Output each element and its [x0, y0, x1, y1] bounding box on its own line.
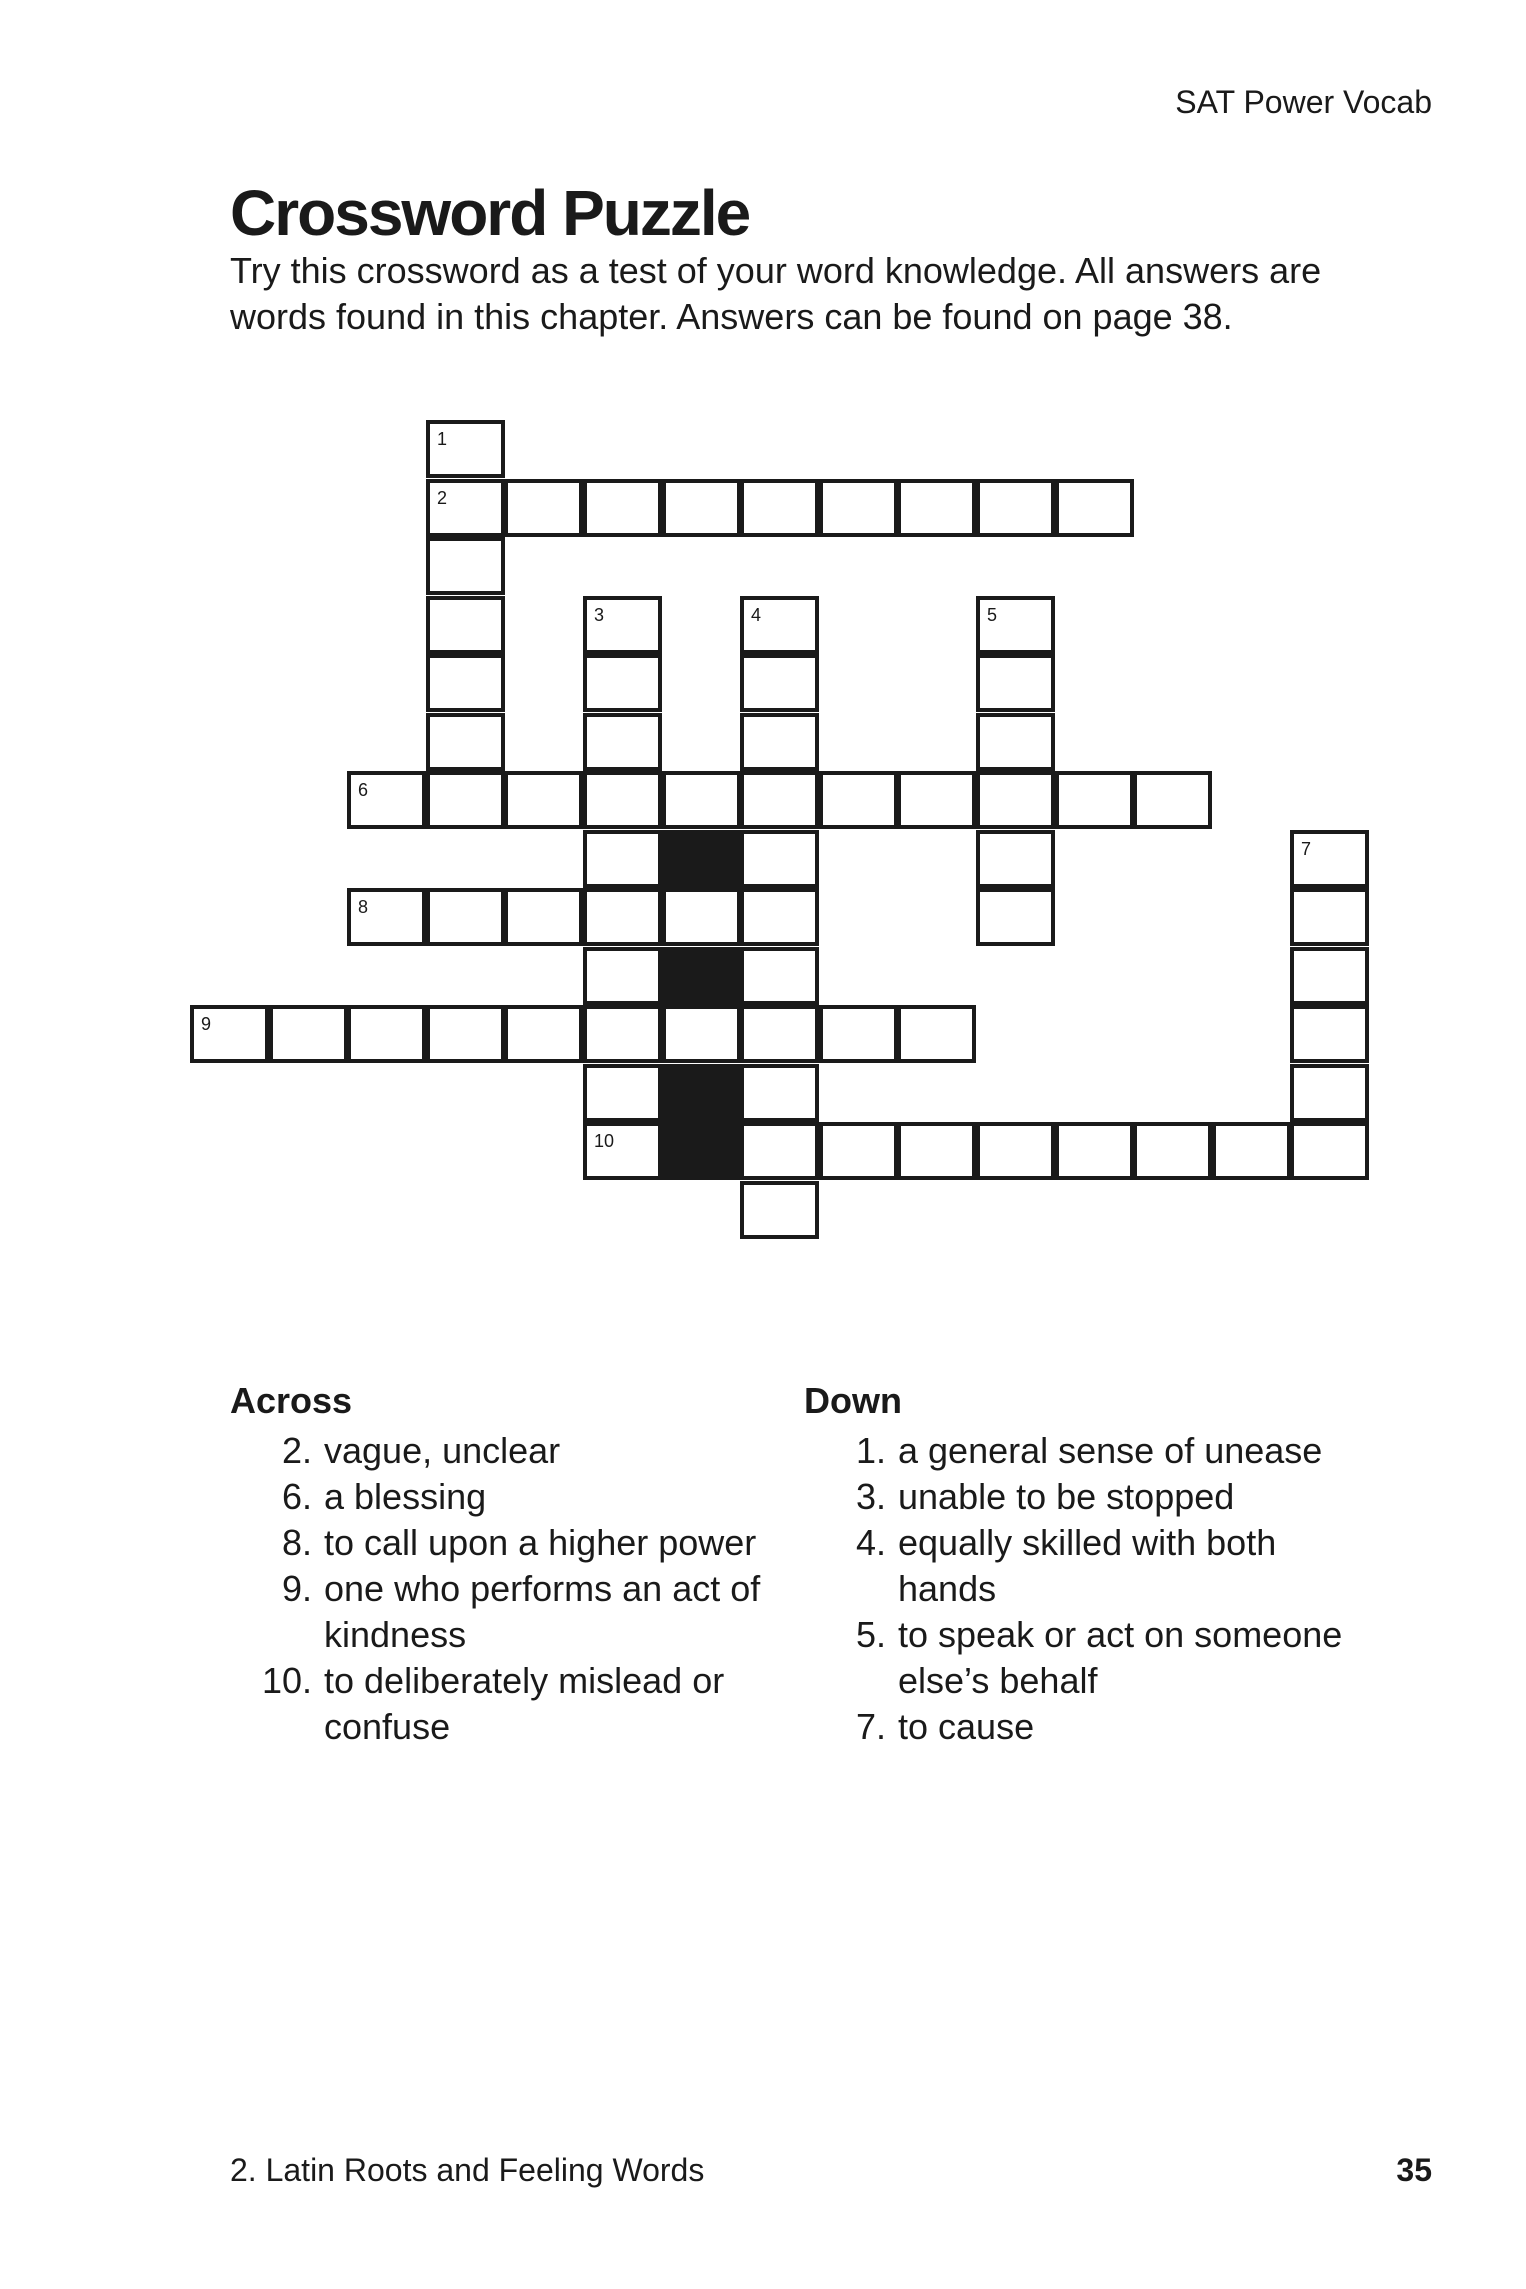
clue-item	[804, 1474, 1364, 1520]
crossword-cell	[583, 479, 662, 537]
crossword-cell	[740, 888, 819, 946]
crossword-cell	[976, 1122, 1055, 1180]
crossword-cell	[1290, 1064, 1369, 1122]
crossword-cell	[583, 1122, 662, 1180]
page-title: Crossword Puzzle	[230, 177, 750, 249]
crossword-cell	[1290, 888, 1369, 946]
clue-text: one who performs an act of kindness	[324, 1568, 761, 1655]
crossword-cell	[426, 596, 505, 654]
clue-number: 8.	[281, 1522, 312, 1563]
intro-text: Try this crossword as a test of your word knowledge. All answers are words found in this chapter. Answers can be found on page 38.	[230, 250, 1322, 337]
clue-text: to deliberately mislead or confuse	[324, 1660, 725, 1747]
crossword-cell	[1212, 1122, 1291, 1180]
crossword-cell	[426, 888, 505, 946]
crossword-cell	[740, 713, 819, 771]
crossword-cell	[583, 771, 662, 829]
clue-number-label: 10	[594, 1131, 615, 1151]
clue-number: 7.	[855, 1706, 886, 1747]
clue-number-label: 7	[1301, 839, 1312, 859]
crossword-cell	[976, 713, 1055, 771]
clue-number-label: 4	[751, 605, 762, 625]
down-heading: Down	[804, 1380, 902, 1421]
crossword-cell	[740, 830, 819, 888]
crossword-cell	[897, 1122, 976, 1180]
crossword-cell	[426, 713, 505, 771]
clue-number-label: 1	[437, 429, 448, 449]
crossword-cell	[1055, 1122, 1134, 1180]
crossword-cell	[1290, 830, 1369, 888]
clue-item	[230, 1566, 790, 1658]
crossword-cell	[583, 1064, 662, 1122]
crossword-cell	[976, 888, 1055, 946]
crossword-cell	[976, 654, 1055, 712]
crossword-cell	[504, 1005, 583, 1063]
crossword-cell	[269, 1005, 348, 1063]
crossword-cell	[740, 947, 819, 1005]
clue-text: to call upon a higher power	[324, 1522, 757, 1563]
crossword-cell	[1055, 771, 1134, 829]
crossword-cell	[819, 1005, 898, 1063]
crossword-cell	[583, 654, 662, 712]
clue-number: 2.	[281, 1430, 312, 1471]
clue-number-label: 9	[201, 1014, 212, 1034]
crossword-cell	[662, 771, 741, 829]
running-header: SAT Power Vocab	[1175, 84, 1432, 120]
crossword-black-cell	[662, 830, 741, 888]
clue-number: 10.	[261, 1660, 312, 1701]
clue-text: unable to be stopped	[898, 1476, 1235, 1517]
crossword-black-cell	[662, 1122, 741, 1180]
crossword-cell	[347, 888, 426, 946]
crossword-cell	[583, 888, 662, 946]
crossword-cell	[426, 771, 505, 829]
clue-number: 1.	[855, 1430, 886, 1471]
crossword-cell	[504, 479, 583, 537]
crossword-cell	[897, 771, 976, 829]
crossword-cell	[190, 1005, 269, 1063]
clue-item	[230, 1658, 790, 1750]
crossword-cell	[976, 771, 1055, 829]
crossword-cell	[583, 596, 662, 654]
crossword-cell	[583, 830, 662, 888]
page-number: 35	[1396, 2152, 1432, 2188]
crossword-cell	[976, 830, 1055, 888]
clue-item	[804, 1428, 1364, 1474]
crossword-cell	[740, 596, 819, 654]
crossword-cell	[819, 1122, 898, 1180]
crossword-cell	[740, 1064, 819, 1122]
clue-list	[804, 1428, 1364, 1750]
clue-text: to speak or act on someone else’s behalf	[898, 1614, 1343, 1701]
crossword-cell	[1055, 479, 1134, 537]
crossword-cell	[347, 1005, 426, 1063]
crossword-black-cell	[662, 947, 741, 1005]
crossword-cell	[819, 771, 898, 829]
crossword-cell	[1133, 771, 1212, 829]
crossword-cell	[740, 654, 819, 712]
clue-number: 6.	[281, 1476, 312, 1517]
crossword-cell	[662, 888, 741, 946]
clue-item	[230, 1428, 790, 1474]
clue-item	[804, 1704, 1364, 1750]
clue-number-label: 5	[987, 605, 998, 625]
crossword-cell	[897, 1005, 976, 1063]
crossword-cell	[426, 420, 505, 478]
clue-item	[804, 1612, 1364, 1704]
crossword-cell	[583, 713, 662, 771]
crossword-cell	[426, 1005, 505, 1063]
clue-text: equally skilled with both hands	[898, 1522, 1277, 1609]
crossword-cell	[426, 537, 505, 595]
clue-number-label: 3	[594, 605, 605, 625]
clue-number-label: 8	[358, 897, 369, 917]
crossword-cell	[976, 479, 1055, 537]
clue-item	[804, 1520, 1364, 1612]
clue-number-label: 2	[437, 488, 448, 508]
across-clues	[230, 1380, 790, 1750]
crossword-cell	[897, 479, 976, 537]
crossword-cell	[426, 654, 505, 712]
crossword-cell	[583, 947, 662, 1005]
clue-text: a blessing	[324, 1476, 487, 1517]
clue-number-label: 6	[358, 780, 369, 800]
crossword-cell	[504, 888, 583, 946]
crossword-cell	[740, 1122, 819, 1180]
across-heading: Across	[230, 1380, 353, 1421]
crossword-cell	[583, 1005, 662, 1063]
crossword-cell	[740, 479, 819, 537]
crossword-cell	[740, 771, 819, 829]
clue-item	[230, 1474, 790, 1520]
crossword-cell	[1290, 1122, 1369, 1180]
crossword-cell	[1133, 1122, 1212, 1180]
clue-text: a general sense of unease	[898, 1430, 1323, 1471]
clue-text: vague, unclear	[324, 1430, 561, 1471]
crossword-cell	[347, 771, 426, 829]
crossword-cell	[426, 479, 505, 537]
crossword-cell	[819, 479, 898, 537]
clue-number: 4.	[855, 1522, 886, 1563]
crossword-cell	[504, 771, 583, 829]
clue-number: 9.	[281, 1568, 312, 1609]
crossword-black-cell	[662, 1064, 741, 1122]
crossword-cell	[1290, 1005, 1369, 1063]
crossword-cell	[662, 479, 741, 537]
clue-text: to cause	[898, 1706, 1035, 1747]
clue-number: 3.	[855, 1476, 886, 1517]
crossword-cell	[662, 1005, 741, 1063]
crossword-cell	[1290, 947, 1369, 1005]
down-clues	[804, 1380, 1364, 1750]
crossword-cell	[976, 596, 1055, 654]
crossword-cell	[740, 1005, 819, 1063]
clue-list	[230, 1428, 790, 1750]
clue-number: 5.	[855, 1614, 886, 1655]
chapter-footer: 2. Latin Roots and Feeling Words	[230, 2152, 705, 2188]
clue-item	[230, 1520, 790, 1566]
crossword-cell	[740, 1181, 819, 1239]
